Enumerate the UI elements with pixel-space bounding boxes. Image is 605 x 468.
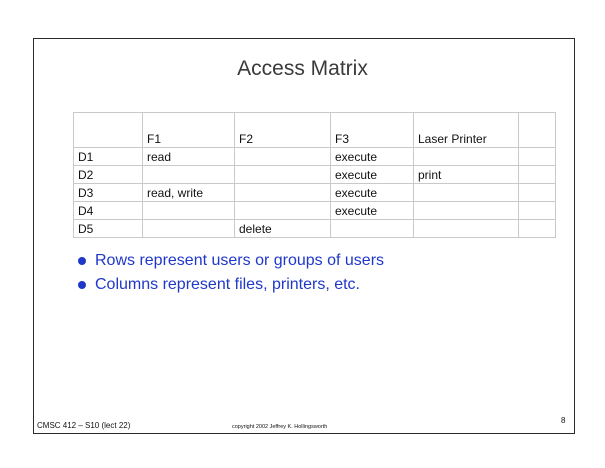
table-cell <box>519 202 556 220</box>
table-cell: delete <box>235 220 331 238</box>
table-cell <box>519 148 556 166</box>
table-cell: execute <box>331 202 414 220</box>
table-cell: D1 <box>74 148 143 166</box>
header-cell-f2: F2 <box>235 113 331 148</box>
table-row <box>74 184 556 202</box>
table-cell <box>414 184 519 202</box>
table-cell <box>519 166 556 184</box>
table-cell: execute <box>331 166 414 184</box>
table-cell: D4 <box>74 202 143 220</box>
table-cell <box>235 202 331 220</box>
header-cell-laser-printer: Laser Printer <box>414 113 519 148</box>
table-cell <box>414 148 519 166</box>
table-row <box>74 166 556 184</box>
table-cell <box>143 166 235 184</box>
header-cell-f3: F3 <box>331 113 414 148</box>
table-row <box>74 148 556 166</box>
table-cell <box>414 220 519 238</box>
table-cell <box>143 202 235 220</box>
table-cell <box>143 220 235 238</box>
table-header-row <box>74 113 556 148</box>
table-cell: execute <box>331 148 414 166</box>
table-cell <box>235 184 331 202</box>
bullet-dot-icon <box>78 281 86 289</box>
header-cell-domain <box>74 113 143 148</box>
header-cell-empty <box>519 113 556 148</box>
access-matrix-table <box>73 112 556 238</box>
slide-title: Access Matrix <box>237 57 368 80</box>
bullet-dot-icon <box>78 257 86 265</box>
table-cell <box>519 184 556 202</box>
table-row <box>74 202 556 220</box>
table-cell: read, write <box>143 184 235 202</box>
bullet-list <box>78 250 384 298</box>
table-cell <box>235 166 331 184</box>
table-cell: execute <box>331 184 414 202</box>
page-number: 8 <box>561 416 566 425</box>
list-item <box>78 274 384 298</box>
table-cell: D2 <box>74 166 143 184</box>
table-cell: read <box>143 148 235 166</box>
footer-copyright: copyright 2002 Jeffrey K. Hollingsworth <box>232 424 328 430</box>
table-cell: D5 <box>74 220 143 238</box>
table-row <box>74 220 556 238</box>
footer-course-label: CMSC 412 – S10 (lect 22) <box>37 421 131 430</box>
header-cell-f1: F1 <box>143 113 235 148</box>
table-cell <box>519 220 556 238</box>
bullet-text: Rows represent users or groups of users <box>95 252 385 269</box>
list-item <box>78 250 384 274</box>
table-cell <box>331 220 414 238</box>
table-cell: print <box>414 166 519 184</box>
bullet-text: Columns represent files, printers, etc. <box>95 276 360 293</box>
table-cell: D3 <box>74 184 143 202</box>
table-cell <box>414 202 519 220</box>
table-cell <box>235 148 331 166</box>
